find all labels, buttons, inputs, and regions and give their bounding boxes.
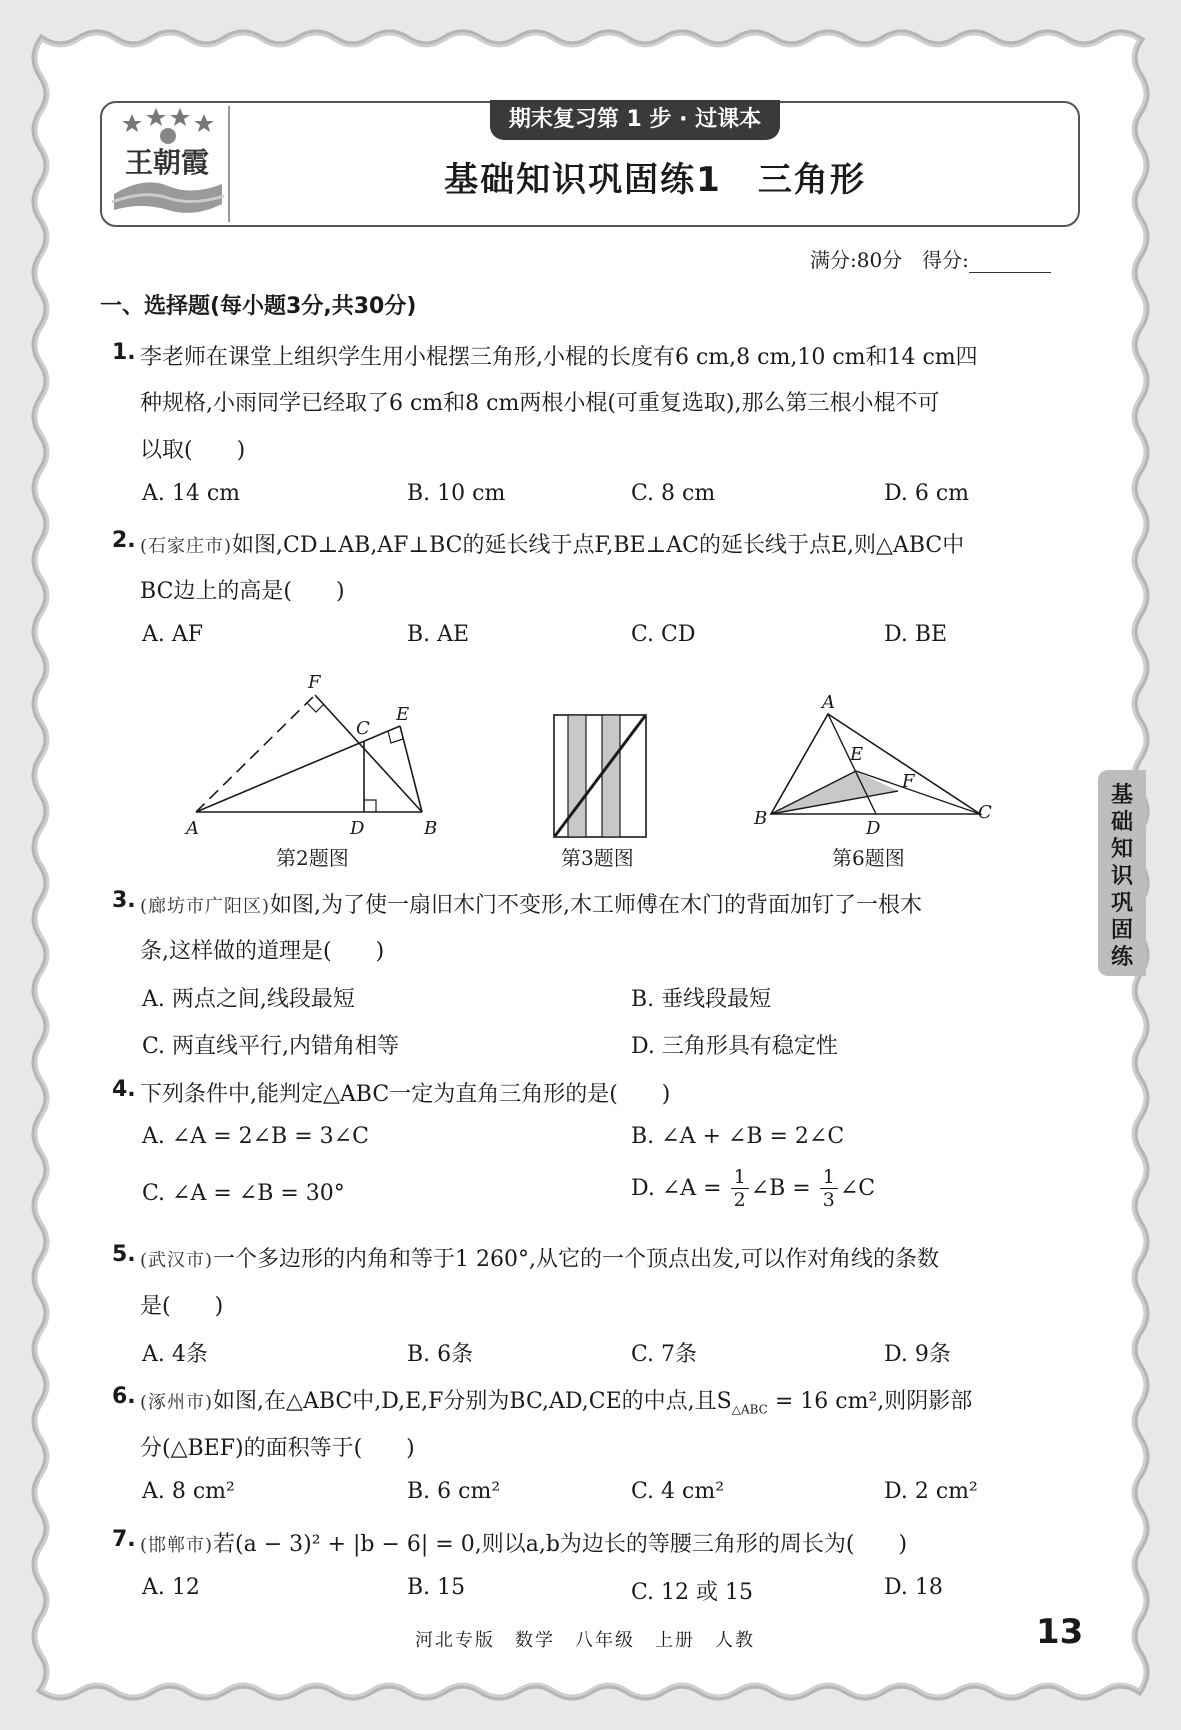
- q6-line1: [140, 1384, 972, 1416]
- q6-option-b: B. 6 cm²: [407, 1479, 501, 1504]
- chapter-tab: 期末复习第 1 步 · 过课本: [490, 100, 780, 140]
- q7-number: 7.: [112, 1527, 136, 1552]
- q4-line1: 下列条件中,能判定△ABC一定为直角三角形的是( ): [140, 1082, 671, 1107]
- fig2-label-a: A: [186, 818, 199, 839]
- q6-option-c: C. 4 cm²: [631, 1479, 725, 1504]
- q7-option-d: D. 18: [884, 1575, 943, 1600]
- q4-frac2-num: 1: [820, 1168, 838, 1189]
- fig3-plank-1: [568, 715, 586, 837]
- q1-number: 1.: [112, 340, 136, 365]
- q5-option-d: D. 9条: [884, 1342, 951, 1367]
- fig2-label-e: E: [396, 704, 410, 725]
- q1-option-a: A. 14 cm: [142, 481, 241, 506]
- q2-option-d: D. BE: [884, 622, 948, 647]
- q5-number: 5.: [112, 1242, 136, 1267]
- publisher-logo: [104, 106, 230, 222]
- q3-option-c: C. 两直线平行,内错角相等: [142, 1034, 400, 1059]
- fig6-label-f: F: [902, 771, 915, 792]
- q2-line1: [140, 528, 964, 559]
- q7-option-a: A. 12: [142, 1575, 200, 1600]
- q6-line1-text-b: = 16 cm²,则阴影部: [767, 1389, 973, 1414]
- q2-source: (石家庄市): [140, 536, 233, 557]
- q2-option-a: A. AF: [142, 622, 204, 647]
- q6-number: 6.: [112, 1384, 136, 1409]
- fig2-label-b: B: [424, 818, 438, 839]
- section-title: 一、选择题(每小题3分,共30分): [100, 294, 417, 319]
- q4-option-d-end: ∠C: [839, 1176, 876, 1201]
- side-tab-char: 巩: [1110, 891, 1133, 916]
- q3-line1-text: 如图,为了使一扇旧木门不变形,木工师傅在木门的背面加钉了一根木: [270, 893, 923, 918]
- q6-line1-text-a: 如图,在△ABC中,D,E,F分别为BC,AD,CE的中点,且S: [213, 1389, 732, 1414]
- figure-q2: [180, 668, 460, 840]
- q4-option-b: B. ∠A + ∠B = 2∠C: [631, 1124, 845, 1149]
- q4-option-d: [631, 1168, 875, 1210]
- figure-q3-caption: 第3题图: [561, 846, 634, 870]
- q7-source: (邯郸市): [140, 1535, 214, 1556]
- fig2-right-angle-e: [388, 731, 403, 743]
- q5-line1: [140, 1242, 939, 1273]
- figure-q6: [752, 690, 1002, 842]
- fig2-right-angle-f: [307, 703, 324, 712]
- q2-line1-text: 如图,CD⊥AB,AF⊥BC的延长线于点F,BE⊥AC的延长线于点E,则△ABC中: [232, 533, 965, 558]
- fig2-right-angle-d: [364, 800, 376, 812]
- q5-line1-text: 一个多边形的内角和等于1 260°,从它的一个顶点出发,可以作对角线的条数: [213, 1247, 940, 1272]
- q5-source: (武汉市): [140, 1250, 214, 1271]
- figure-q2-caption: 第2题图: [276, 846, 349, 870]
- logo-text: 王朝霞: [124, 146, 210, 179]
- q3-line1: [140, 888, 922, 919]
- side-tab-char: 练: [1110, 945, 1133, 970]
- side-tab-char: 固: [1110, 918, 1133, 943]
- fig6-label-c: C: [978, 802, 992, 823]
- q2-number: 2.: [112, 528, 136, 553]
- q3-line2: 条,这样做的道理是( ): [140, 939, 385, 964]
- q4-option-a: A. ∠A = 2∠B = 3∠C: [142, 1124, 369, 1149]
- fig2-label-c: C: [356, 718, 370, 739]
- score-label: 满分:80分 得分:: [810, 248, 969, 272]
- q4-option-d-prefix: D. ∠A =: [631, 1176, 722, 1201]
- q6-line2: 分(△BEF)的面积等于( ): [140, 1436, 415, 1461]
- figure-q6-caption: 第6题图: [832, 846, 905, 870]
- q5-option-a: A. 4条: [142, 1342, 208, 1367]
- q1-option-b: B. 10 cm: [407, 481, 506, 506]
- fig3-plank-2: [602, 715, 620, 837]
- q6-option-d: D. 2 cm²: [884, 1479, 978, 1504]
- fig6-label-a: A: [822, 692, 835, 713]
- q2-line2: BC边上的高是( ): [140, 579, 345, 604]
- q1-option-c: C. 8 cm: [631, 481, 716, 506]
- q6-source: (涿州市): [140, 1392, 214, 1413]
- q1-option-d: D. 6 cm: [884, 481, 970, 506]
- q3-source: (廊坊市广阳区): [140, 896, 271, 917]
- q6-line1-subscript: △ABC: [731, 1402, 768, 1417]
- fig6-label-b: B: [754, 808, 768, 829]
- fig2-label-f: F: [308, 672, 321, 693]
- q2-option-c: C. CD: [631, 622, 696, 647]
- q4-frac2-den: 3: [822, 1189, 835, 1211]
- fig2-label-d: D: [350, 818, 365, 839]
- q4-option-d-mid: ∠B =: [750, 1176, 811, 1201]
- q1-line2: 种规格,小雨同学已经取了6 cm和8 cm两根小棍(可重复选取),那么第三根小棍不可: [140, 391, 940, 416]
- score-blank: [969, 252, 1051, 273]
- q3-option-b: B. 垂线段最短: [631, 987, 772, 1012]
- side-tab-char: 础: [1110, 810, 1133, 835]
- fig6-label-d: D: [866, 818, 881, 839]
- fig6-label-e: E: [850, 744, 864, 765]
- score-line: [810, 244, 1051, 273]
- q7-option-c: C. 12 或 15: [631, 1580, 754, 1605]
- q4-fraction-half: [731, 1168, 749, 1210]
- fig2-segment-af: [196, 695, 315, 812]
- q2-option-b: B. AE: [407, 622, 470, 647]
- side-tab-char: 基: [1110, 783, 1133, 808]
- page-title: 基础知识巩固练1 三角形: [444, 160, 866, 200]
- fig6-shaded-bef: [771, 771, 898, 814]
- q4-number: 4.: [112, 1077, 136, 1102]
- q6-option-a: A. 8 cm²: [142, 1479, 235, 1504]
- q5-option-b: B. 6条: [407, 1342, 474, 1367]
- q3-option-d: D. 三角形具有稳定性: [631, 1034, 838, 1059]
- side-section-tab: [1098, 770, 1146, 976]
- q5-line2: 是( ): [140, 1294, 224, 1319]
- page-number: 13: [1036, 1612, 1084, 1652]
- q7-line1: [140, 1527, 907, 1558]
- q4-frac1-num: 1: [731, 1168, 749, 1189]
- q4-frac1-den: 2: [733, 1189, 746, 1211]
- figure-q3: [553, 714, 649, 840]
- q7-option-b: B. 15: [407, 1575, 466, 1600]
- q5-option-c: C. 7条: [631, 1342, 698, 1367]
- q3-option-a: A. 两点之间,线段最短: [142, 987, 355, 1012]
- footer-edition: 河北专版 数学 八年级 上册 人教: [415, 1630, 755, 1651]
- q1-line1: 李老师在课堂上组织学生用小棍摆三角形,小棍的长度有6 cm,8 cm,10 cm和14 cm四: [140, 345, 978, 370]
- q4-option-c: C. ∠A = ∠B = 30°: [142, 1181, 345, 1206]
- side-tab-char: 知: [1110, 837, 1133, 862]
- q7-line1-text: 若(a − 3)² + |b − 6| = 0,则以a,b为边长的等腰三角形的周长为( ): [213, 1532, 908, 1557]
- q1-line3: 以取( ): [140, 438, 246, 463]
- q4-fraction-third: [820, 1168, 838, 1210]
- side-tab-char: 识: [1110, 864, 1133, 889]
- q3-number: 3.: [112, 888, 136, 913]
